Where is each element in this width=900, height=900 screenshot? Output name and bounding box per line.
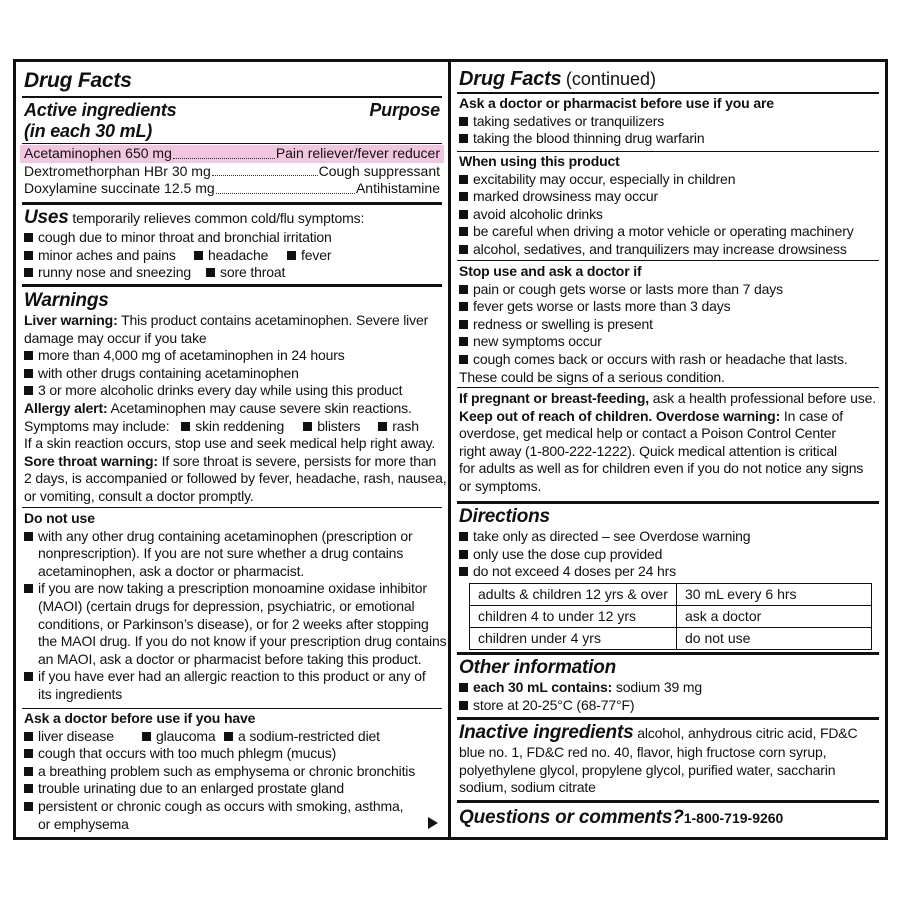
active-ingredients-heading: Active ingredients: [24, 100, 177, 120]
inactive-ingredients-heading: Inactive ingredients: [459, 722, 634, 743]
ingredient-name: Dextromethorphan HBr 30 mg: [24, 162, 211, 179]
pregnancy-keep-out-section: If pregnant or breast-feeding, ask a health professional before use. Keep out of reach of children. Overdose warning: In case of overdose, get medical help or contact a Poison Control Center right away (1-800-222-1222). Quick medical attention is critical for adults as well as for children even if you do not notice any signs or symptoms.: [459, 390, 876, 494]
list-item: sore throat: [206, 264, 285, 280]
table-row: children 4 to under 12 yrs ask a doctor: [470, 605, 872, 627]
divider: [457, 717, 879, 720]
list-item: pain or cough gets worse or lasts more than 7 days: [459, 281, 877, 299]
divider: [457, 800, 879, 803]
list-item: trouble urinating due to an enlarged prostate gland: [24, 780, 440, 798]
uses-section: [16, 207, 448, 282]
divider: [22, 507, 442, 508]
list-item: more than 4,000 mg of acetaminophen in 24 hours: [24, 347, 440, 365]
ingredient-purpose: Cough suppressant: [318, 162, 440, 179]
keep-out-label: Keep out of reach of children. Overdose warning:: [459, 407, 781, 424]
ask-doctor-heading: Ask a doctor before use if you have: [24, 710, 256, 726]
do-not-use-section: Do not use with any other drug containing acetaminophen (prescription or nonprescription). If you are not sure whether a drug contains acetaminophen, ask a doctor or pharmacist. if you are now taking a prescription monoamine oxidase inhibitor (MAOI) (certain drugs for depression, psychiatric, or emotional conditions, or Parkinson’s disease), or for 2 weeks after stopping the MAOI drug. If you do not know if your prescription drug contains an MAOI, ask a doctor or pharmacist before taking this product. if you have ever had an allergic reaction to this product or any of its ingredients: [24, 510, 447, 702]
questions-section: [451, 807, 885, 829]
other-information-heading: Other information: [459, 657, 617, 678]
liver-warning-label: Liver warning:: [24, 312, 118, 328]
list-item: persistent or chronic cough as occurs with smoking, asthma,: [24, 798, 440, 816]
list-item: blisters: [303, 418, 378, 436]
list-item: redness or swelling is present: [459, 316, 877, 334]
divider: [457, 387, 879, 388]
dosage-table: [469, 583, 872, 650]
pregnant-label: If pregnant or breast-feeding,: [459, 390, 649, 406]
drug-facts-title: Drug Facts: [459, 68, 562, 90]
list-item: taking the blood thinning drug warfarin: [459, 130, 877, 148]
other-information-section: [451, 657, 885, 714]
ingredient-purpose: Antihistamine: [355, 180, 440, 197]
divider: [457, 652, 879, 655]
phone-number: 1-800-719-9260: [683, 810, 784, 826]
do-not-use-heading: Do not use: [24, 510, 95, 526]
ingredient-row: [24, 180, 440, 198]
divider: [22, 143, 442, 144]
left-panel: [13, 59, 451, 840]
list-item: avoid alcoholic drinks: [459, 206, 877, 224]
list-item: take only as directed – see Overdose warning: [459, 528, 877, 546]
continued-label: (continued): [565, 69, 656, 89]
list-item: runny nose and sneezing: [24, 264, 206, 282]
active-ingredients-section: [16, 100, 448, 142]
list-item: cough that occurs with too much phlegm (mucus): [24, 745, 440, 763]
divider: [457, 260, 879, 261]
divider: [457, 151, 879, 152]
active-ingredients-subheading: (in each 30 mL): [24, 121, 153, 141]
warnings-section: Warnings Liver warning: This product contains acetaminophen. Severe liver damage may occur if you take more than 4,000 mg of acetaminophen in 24 hours with other drugs containing acetaminophen 3 or more alcoholic drinks every day while using this product Allergy alert: Acetaminophen may cause severe skin reactions. Symptoms may include: skin reddening blisters rash If a skin reaction occurs, stop use and seek medical help right away. Sore throat warning: If sore throat is severe, persists for more than 2 days, is accompanied or followed by fever, headache, rash, nausea, or vomiting, consult a doctor promptly.: [24, 290, 447, 504]
drug-facts-header: [16, 68, 448, 94]
uses-intro: temporarily relieves common cold/flu symptoms:: [72, 210, 365, 226]
list-item: only use the dose cup provided: [459, 546, 877, 564]
list-item: marked drowsiness may occur: [459, 188, 877, 206]
table-row: children under 4 yrs do not use: [470, 627, 872, 649]
ask-pharmacist-section: [451, 95, 885, 148]
when-using-section: [451, 153, 885, 259]
list-item: minor aches and pains: [24, 247, 194, 265]
ask-pharmacist-heading: Ask a doctor or pharmacist before use if you are: [459, 95, 774, 111]
list-item: do not exceed 4 doses per 24 hrs: [459, 563, 877, 581]
divider: [457, 501, 879, 504]
warnings-heading: Warnings: [24, 290, 109, 311]
list-item: excitability may occur, especially in children: [459, 171, 877, 189]
list-item: headache: [194, 247, 287, 265]
continue-arrow-icon: [428, 817, 438, 829]
directions-section: [451, 506, 885, 650]
list-item: alcohol, sedatives, and tranquilizers may increase drowsiness: [459, 241, 877, 259]
list-item: 3 or more alcoholic drinks every day while using this product: [24, 382, 440, 400]
list-item: if you have ever had an allergic reaction to this product or any of: [24, 668, 440, 686]
list-item: liver disease: [24, 728, 142, 746]
allergy-alert-label: Allergy alert:: [24, 399, 108, 416]
ingredient-row: [20, 145, 444, 163]
list-item: fever: [287, 247, 331, 263]
stop-use-heading: Stop use and ask a doctor if: [459, 263, 642, 279]
sore-throat-label: Sore throat warning:: [24, 452, 158, 469]
divider: [22, 202, 442, 205]
list-item: a breathing problem such as emphysema or chronic bronchitis: [24, 763, 440, 781]
right-panel: [451, 59, 888, 840]
uses-heading: Uses: [24, 207, 69, 228]
list-item: new symptoms occur: [459, 333, 877, 351]
list-item: glaucoma: [142, 728, 224, 746]
stop-use-section: Stop use and ask a doctor if pain or cough gets worse or lasts more than 7 days fever gets worse or lasts more than 3 days redness or swelling is present new symptoms occur cough comes back or occurs with rash or headache that lasts. These could be signs of a serious condition.: [451, 263, 885, 386]
list-item: cough due to minor throat and bronchial irritation: [24, 229, 440, 247]
table-row: adults & children 12 yrs & over 30 mL every 6 hrs: [470, 583, 872, 605]
list-item: store at 20-25°C (68-77°F): [459, 697, 877, 715]
list-item: fever gets worse or lasts more than 3 days: [459, 298, 877, 316]
inactive-ingredients-section: Inactive ingredients alcohol, anhydrous citric acid, FD&C blue no. 1, FD&C red no. 40, flavor, high fructose corn syrup, polyethylene glycol, propylene glycol, purified water, saccharin sodium, sodium citrate: [459, 722, 858, 796]
ingredient-row: [24, 163, 440, 181]
list-item: cough comes back or occurs with rash or headache that lasts.: [459, 351, 877, 369]
ingredient-purpose: Pain reliever/fever reducer: [275, 145, 440, 161]
list-item: each 30 mL contains: sodium 39 mg: [459, 679, 877, 697]
ingredients-table: [16, 145, 448, 198]
list-item: with any other drug containing acetaminophen (prescription or: [24, 528, 440, 546]
questions-heading: Questions or comments?: [459, 807, 684, 828]
list-item: skin reddening: [181, 418, 303, 436]
directions-heading: Directions: [459, 506, 550, 527]
drug-facts-continued-header: [451, 68, 885, 90]
ingredient-name: Doxylamine succinate 12.5 mg: [24, 180, 215, 197]
list-item: a sodium-restricted diet: [224, 728, 380, 744]
divider: [457, 92, 879, 94]
list-item: with other drugs containing acetaminophen: [24, 365, 440, 383]
ingredient-name: Acetaminophen 650 mg: [24, 145, 172, 161]
divider: [22, 708, 442, 709]
divider: [22, 284, 442, 287]
purpose-heading: Purpose: [369, 100, 440, 120]
ask-doctor-section: Ask a doctor before use if you have liver disease glaucoma a sodium-restricted diet cough that occurs with too much phlegm (mucus) a breathing problem such as emphysema or chronic bronchitis trouble urinating due to an enlarged prostate gland persistent or chronic cough as occurs with smoking, asthma, or emphysema: [16, 710, 448, 833]
list-item: if you are now taking a prescription monoamine oxidase inhibitor: [24, 580, 440, 598]
list-item: be careful when driving a motor vehicle or operating machinery: [459, 223, 877, 241]
list-item: taking sedatives or tranquilizers: [459, 113, 877, 131]
divider: [22, 96, 442, 98]
drug-facts-title: Drug Facts: [24, 69, 132, 92]
when-using-heading: When using this product: [459, 153, 620, 169]
list-item: rash: [378, 418, 419, 434]
